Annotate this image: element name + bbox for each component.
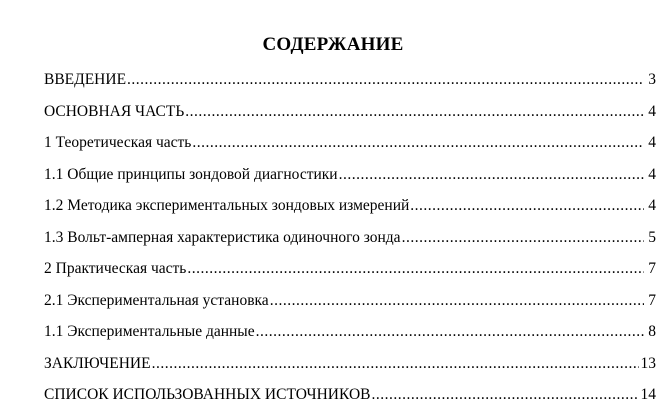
toc-leader-dots <box>185 96 644 128</box>
toc-entry-text: 1.1 Экспериментальные данные <box>44 323 255 340</box>
toc-entry-text: ОСНОВНАЯ ЧАСТЬ <box>44 102 185 120</box>
toc-entry-text: 1.3 Вольт-амперная характеристика одиночного зонда <box>44 228 401 246</box>
toc-entry-text: СПИСОК ИСПОЛЬЗОВАННЫХ ИСТОЧНИКОВ <box>44 386 371 403</box>
toc-leader-dots <box>339 159 644 191</box>
toc-entry-text: 1 Теоретическая часть <box>44 134 192 151</box>
toc-leader-dots <box>410 190 644 222</box>
toc-entry-main-part[interactable] <box>44 96 656 128</box>
toc-entry-theoretical-part[interactable] <box>44 127 656 159</box>
toc-page-number: 4 <box>648 102 656 120</box>
toc-leader-dots <box>152 348 639 380</box>
toc-leader-dots <box>127 64 644 96</box>
toc-leader-dots <box>187 253 644 285</box>
toc-entry-section-2-1[interactable] <box>44 285 656 317</box>
toc-entry-text: 1.1 Общие принципы зондовой диагностики <box>44 165 338 183</box>
toc-page-number: 13 <box>640 354 656 372</box>
toc-entry-text: ЗАКЛЮЧЕНИЕ <box>44 354 151 372</box>
toc-entry-conclusion[interactable] <box>44 348 656 380</box>
toc-entry-introduction[interactable] <box>44 64 656 96</box>
toc-page-number: 8 <box>648 323 656 340</box>
toc-entry-section-1-3[interactable] <box>44 222 656 254</box>
toc-page-number: 4 <box>648 134 656 151</box>
toc-page-number: 4 <box>648 165 656 183</box>
toc-page-number: 7 <box>648 260 656 277</box>
toc-page-number: 4 <box>648 197 656 214</box>
toc-entry-section-1-2[interactable] <box>44 190 656 222</box>
toc-page-number: 5 <box>648 228 656 246</box>
toc-entry-text: 1.2 Методика экспериментальных зондовых измерений <box>44 197 410 214</box>
toc-leader-dots <box>402 222 644 254</box>
toc-entry-section-1-1[interactable] <box>44 159 656 191</box>
toc-entry-text: 2 Практическая часть <box>44 260 187 277</box>
toc-page-number: 3 <box>648 71 656 88</box>
toc-entry-text: ВВЕДЕНИЕ <box>44 71 127 88</box>
toc-leader-dots <box>256 316 644 348</box>
toc-leader-dots <box>192 127 644 159</box>
toc-title: СОДЕРЖАНИЕ <box>262 34 404 55</box>
toc-entry-practical-part[interactable] <box>44 253 656 285</box>
toc-page-number: 14 <box>640 386 656 403</box>
toc-leader-dots <box>371 379 638 411</box>
toc-leader-dots <box>270 285 644 317</box>
toc-page-number: 7 <box>648 291 656 309</box>
toc-list <box>44 64 656 411</box>
toc-entry-text: 2.1 Экспериментальная установка <box>44 291 269 309</box>
toc-entry-references[interactable] <box>44 379 656 411</box>
toc-entry-experimental-data[interactable] <box>44 316 656 348</box>
